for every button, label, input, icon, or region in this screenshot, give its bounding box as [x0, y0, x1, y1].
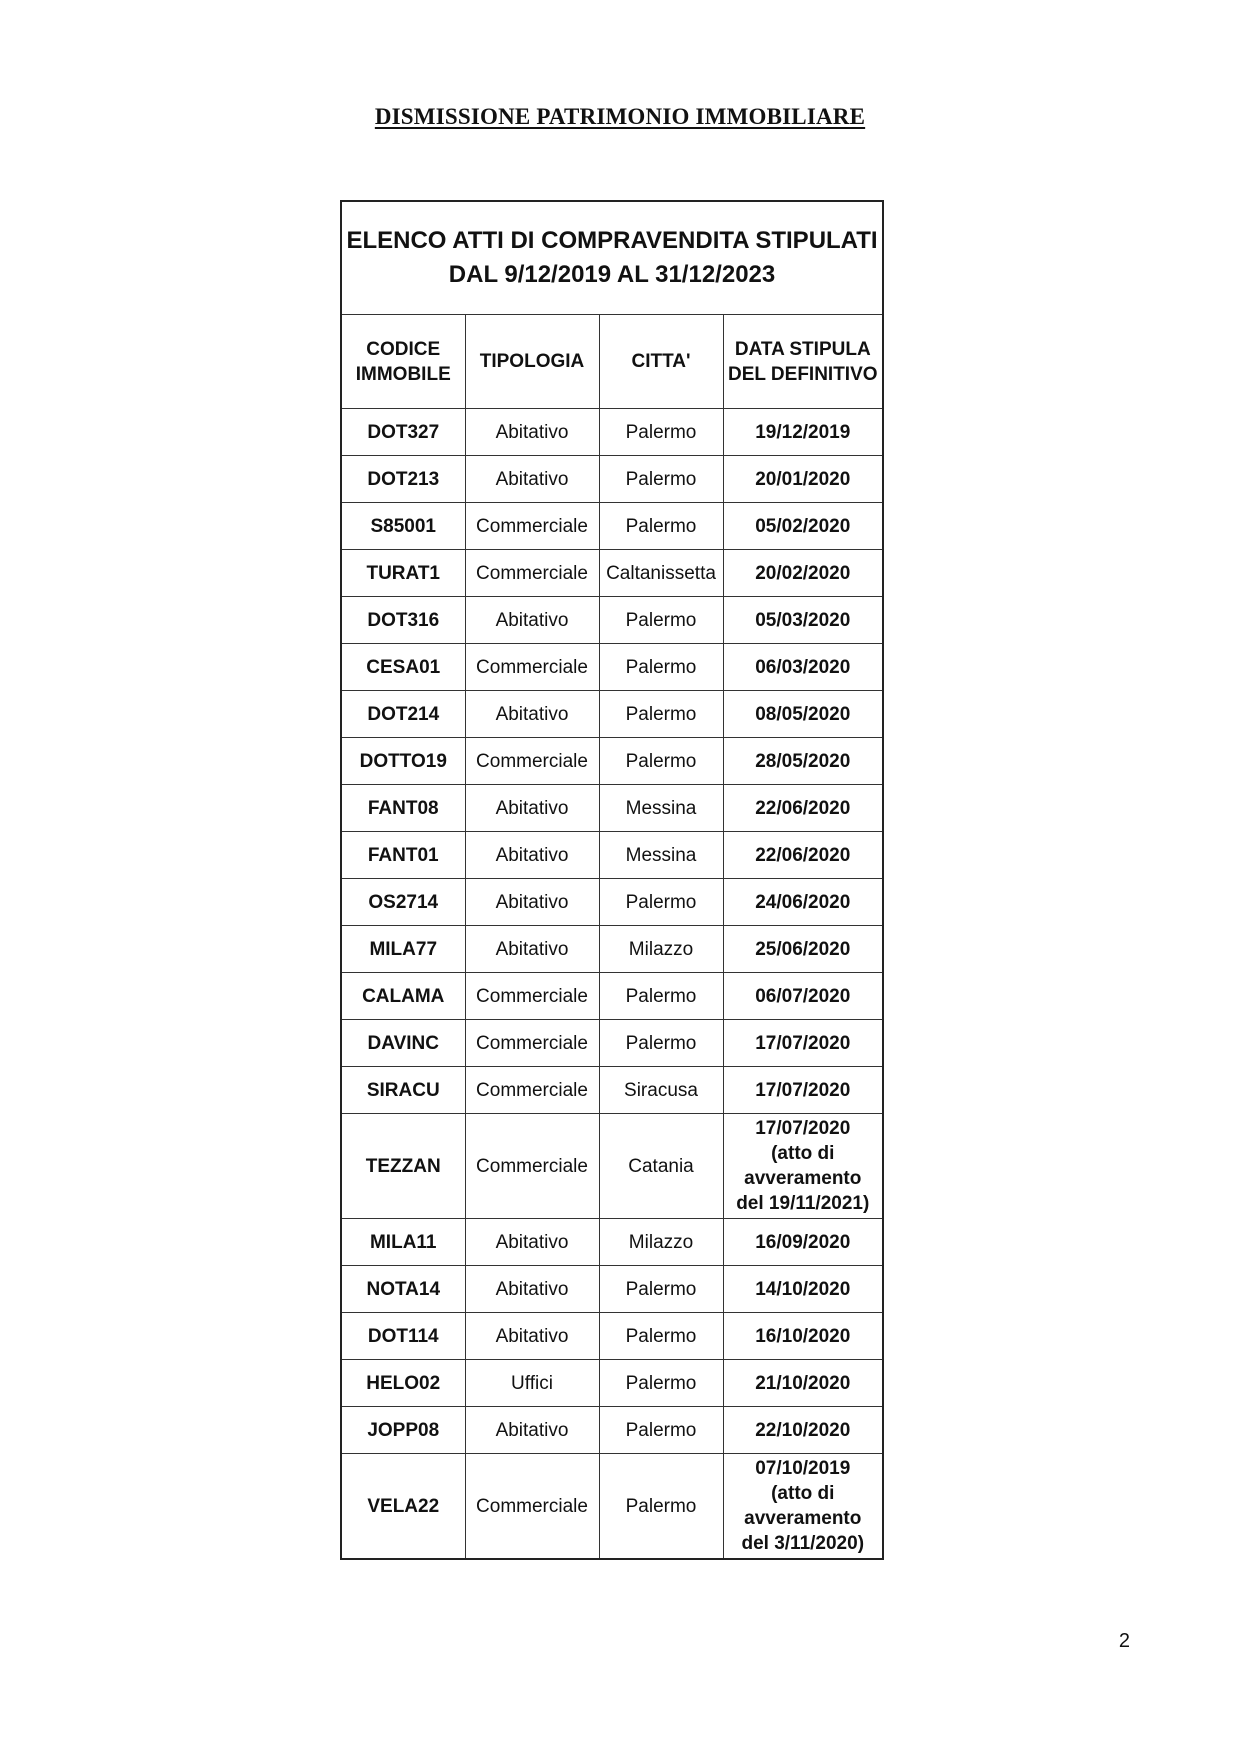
- table-row: [341, 550, 883, 597]
- cell-code: DOT213: [341, 456, 465, 503]
- cell-date: [723, 503, 883, 550]
- cell-date-value: 06/07/2020: [755, 985, 851, 1007]
- cell-city: Palermo: [599, 409, 723, 456]
- document-title: DISMISSIONE PATRIMONIO IMMOBILIARE: [374, 104, 866, 129]
- cell-code: TURAT1: [341, 550, 465, 597]
- cell-city: Palermo: [599, 1266, 723, 1313]
- cell-city: Palermo: [599, 691, 723, 738]
- cell-city: Palermo: [599, 597, 723, 644]
- cell-type: Abitativo: [465, 926, 599, 973]
- table-row: [341, 1266, 883, 1313]
- cell-date-value: 20/01/2020: [755, 468, 851, 490]
- table-row: [341, 926, 883, 973]
- cell-date-value: 16/09/2020: [755, 1231, 851, 1253]
- cell-date: [723, 1454, 883, 1560]
- header-date-line1: DATA STIPULA: [734, 338, 871, 360]
- cell-date-value: 17/07/2020: [755, 1079, 851, 1101]
- cell-date-value: 19/12/2019: [755, 421, 851, 443]
- cell-date-value: 22/10/2020: [755, 1419, 851, 1441]
- cell-code: DOT327: [341, 409, 465, 456]
- cell-type: Commerciale: [465, 550, 599, 597]
- cell-date-value: 16/10/2020: [755, 1325, 851, 1347]
- cell-date: [723, 1114, 883, 1219]
- header-city: CITTA': [599, 315, 723, 409]
- cell-city: Palermo: [599, 879, 723, 926]
- table-row: [341, 1360, 883, 1407]
- cell-type: Abitativo: [465, 456, 599, 503]
- cell-type: Abitativo: [465, 785, 599, 832]
- cell-date-value: 24/06/2020: [755, 891, 851, 913]
- cell-date-note: del 19/11/2021): [736, 1193, 870, 1214]
- table-row: [341, 644, 883, 691]
- cell-type: Abitativo: [465, 1313, 599, 1360]
- cell-city: Messina: [599, 832, 723, 879]
- cell-type: Commerciale: [465, 1067, 599, 1114]
- table-row: [341, 1067, 883, 1114]
- sales-deeds-table: [340, 200, 884, 1560]
- cell-city: Palermo: [599, 456, 723, 503]
- cell-code: MILA11: [341, 1219, 465, 1266]
- cell-date-value: 08/05/2020: [755, 703, 851, 725]
- cell-code: TEZZAN: [341, 1114, 465, 1219]
- cell-type: Commerciale: [465, 738, 599, 785]
- cell-type: Commerciale: [465, 644, 599, 691]
- table-row: [341, 1454, 883, 1560]
- cell-date-note: (atto di: [771, 1143, 835, 1164]
- cell-date: [723, 550, 883, 597]
- cell-city: Milazzo: [599, 1219, 723, 1266]
- cell-city: Caltanissetta: [599, 550, 723, 597]
- cell-type: Abitativo: [465, 597, 599, 644]
- cell-date-value: 25/06/2020: [755, 938, 851, 960]
- cell-city: Palermo: [599, 738, 723, 785]
- cell-type: Uffici: [465, 1360, 599, 1407]
- cell-date-value: 21/10/2020: [755, 1372, 851, 1394]
- cell-type: Abitativo: [465, 409, 599, 456]
- table-row: [341, 785, 883, 832]
- cell-date: [723, 738, 883, 785]
- cell-code: DOT214: [341, 691, 465, 738]
- cell-city: Palermo: [599, 644, 723, 691]
- cell-type: Abitativo: [465, 1407, 599, 1454]
- cell-code: S85001: [341, 503, 465, 550]
- cell-type: Commerciale: [465, 503, 599, 550]
- cell-date: [723, 973, 883, 1020]
- cell-date: [723, 926, 883, 973]
- cell-date: [723, 597, 883, 644]
- cell-type: Commerciale: [465, 1114, 599, 1219]
- cell-type: Abitativo: [465, 691, 599, 738]
- table-row: [341, 691, 883, 738]
- cell-date-value: 22/06/2020: [755, 797, 851, 819]
- cell-date: [723, 1219, 883, 1266]
- cell-city: Messina: [599, 785, 723, 832]
- cell-date: [723, 644, 883, 691]
- header-date-line2: DEL DEFINITIVO: [727, 363, 878, 385]
- cell-date-value: 28/05/2020: [755, 750, 851, 772]
- cell-date: [723, 1313, 883, 1360]
- cell-type: Abitativo: [465, 879, 599, 926]
- cell-date: [723, 1266, 883, 1313]
- cell-date: [723, 832, 883, 879]
- cell-date-value: 14/10/2020: [755, 1278, 851, 1300]
- table-row: [341, 973, 883, 1020]
- table-row: [341, 832, 883, 879]
- cell-date-value: 20/02/2020: [755, 562, 851, 584]
- cell-code: DOTTO19: [341, 738, 465, 785]
- table-header-row: [341, 315, 883, 409]
- cell-code: DOT114: [341, 1313, 465, 1360]
- cell-city: Palermo: [599, 503, 723, 550]
- cell-date: [723, 1067, 883, 1114]
- header-code-line2: IMMOBILE: [355, 363, 451, 385]
- cell-date-note: avveramento: [744, 1168, 862, 1189]
- header-date: [723, 315, 883, 409]
- page-number: 2: [1118, 1630, 1130, 1652]
- cell-date: [723, 409, 883, 456]
- cell-code: CESA01: [341, 644, 465, 691]
- cell-date: [723, 785, 883, 832]
- cell-code: MILA77: [341, 926, 465, 973]
- table-row: [341, 1219, 883, 1266]
- cell-type: Abitativo: [465, 1219, 599, 1266]
- cell-date-value: 05/02/2020: [755, 515, 851, 537]
- table-row: [341, 1407, 883, 1454]
- cell-date: [723, 879, 883, 926]
- cell-code: OS2714: [341, 879, 465, 926]
- cell-type: Commerciale: [465, 973, 599, 1020]
- cell-city: Palermo: [599, 1313, 723, 1360]
- table-banner: [341, 201, 883, 315]
- cell-date-value: 17/07/2020: [755, 1118, 851, 1139]
- cell-date-note: del 3/11/2020): [741, 1533, 865, 1554]
- header-type: TIPOLOGIA: [465, 315, 599, 409]
- cell-code: CALAMA: [341, 973, 465, 1020]
- cell-date-value: 05/03/2020: [755, 609, 851, 631]
- table-row: [341, 456, 883, 503]
- cell-type: Abitativo: [465, 1266, 599, 1313]
- cell-code: FANT01: [341, 832, 465, 879]
- table-row: [341, 879, 883, 926]
- cell-city: Milazzo: [599, 926, 723, 973]
- cell-date-value: 06/03/2020: [755, 656, 851, 678]
- table-row: [341, 503, 883, 550]
- header-code: [341, 315, 465, 409]
- table-banner-line2: DAL 9/12/2019 AL 31/12/2023: [448, 261, 776, 288]
- cell-city: Palermo: [599, 1020, 723, 1067]
- cell-date-note: (atto di: [771, 1483, 835, 1504]
- cell-type: Commerciale: [465, 1020, 599, 1067]
- cell-city: Catania: [599, 1114, 723, 1219]
- cell-code: DOT316: [341, 597, 465, 644]
- table-row: [341, 738, 883, 785]
- cell-date-value: 07/10/2019: [755, 1458, 851, 1479]
- cell-code: JOPP08: [341, 1407, 465, 1454]
- table-row: [341, 409, 883, 456]
- cell-date-value: 17/07/2020: [755, 1032, 851, 1054]
- table-banner-row: [341, 201, 883, 315]
- cell-date-note: avveramento: [744, 1508, 862, 1529]
- cell-code: VELA22: [341, 1454, 465, 1560]
- cell-code: SIRACU: [341, 1067, 465, 1114]
- cell-city: Palermo: [599, 973, 723, 1020]
- table-row: [341, 1114, 883, 1219]
- cell-type: Commerciale: [465, 1454, 599, 1560]
- cell-date: [723, 691, 883, 738]
- cell-code: HELO02: [341, 1360, 465, 1407]
- cell-date-value: 22/06/2020: [755, 844, 851, 866]
- cell-date: [723, 1360, 883, 1407]
- cell-city: Palermo: [599, 1407, 723, 1454]
- cell-city: Palermo: [599, 1360, 723, 1407]
- cell-type: Abitativo: [465, 832, 599, 879]
- cell-code: DAVINC: [341, 1020, 465, 1067]
- cell-city: Palermo: [599, 1454, 723, 1560]
- cell-code: FANT08: [341, 785, 465, 832]
- cell-city: Siracusa: [599, 1067, 723, 1114]
- cell-date: [723, 1020, 883, 1067]
- table-row: [341, 1313, 883, 1360]
- table-banner-line1: ELENCO ATTI DI COMPRAVENDITA STIPULATI: [346, 227, 878, 254]
- cell-date: [723, 456, 883, 503]
- cell-date: [723, 1407, 883, 1454]
- table-row: [341, 1020, 883, 1067]
- table-row: [341, 597, 883, 644]
- cell-code: NOTA14: [341, 1266, 465, 1313]
- header-code-line1: CODICE: [366, 338, 441, 360]
